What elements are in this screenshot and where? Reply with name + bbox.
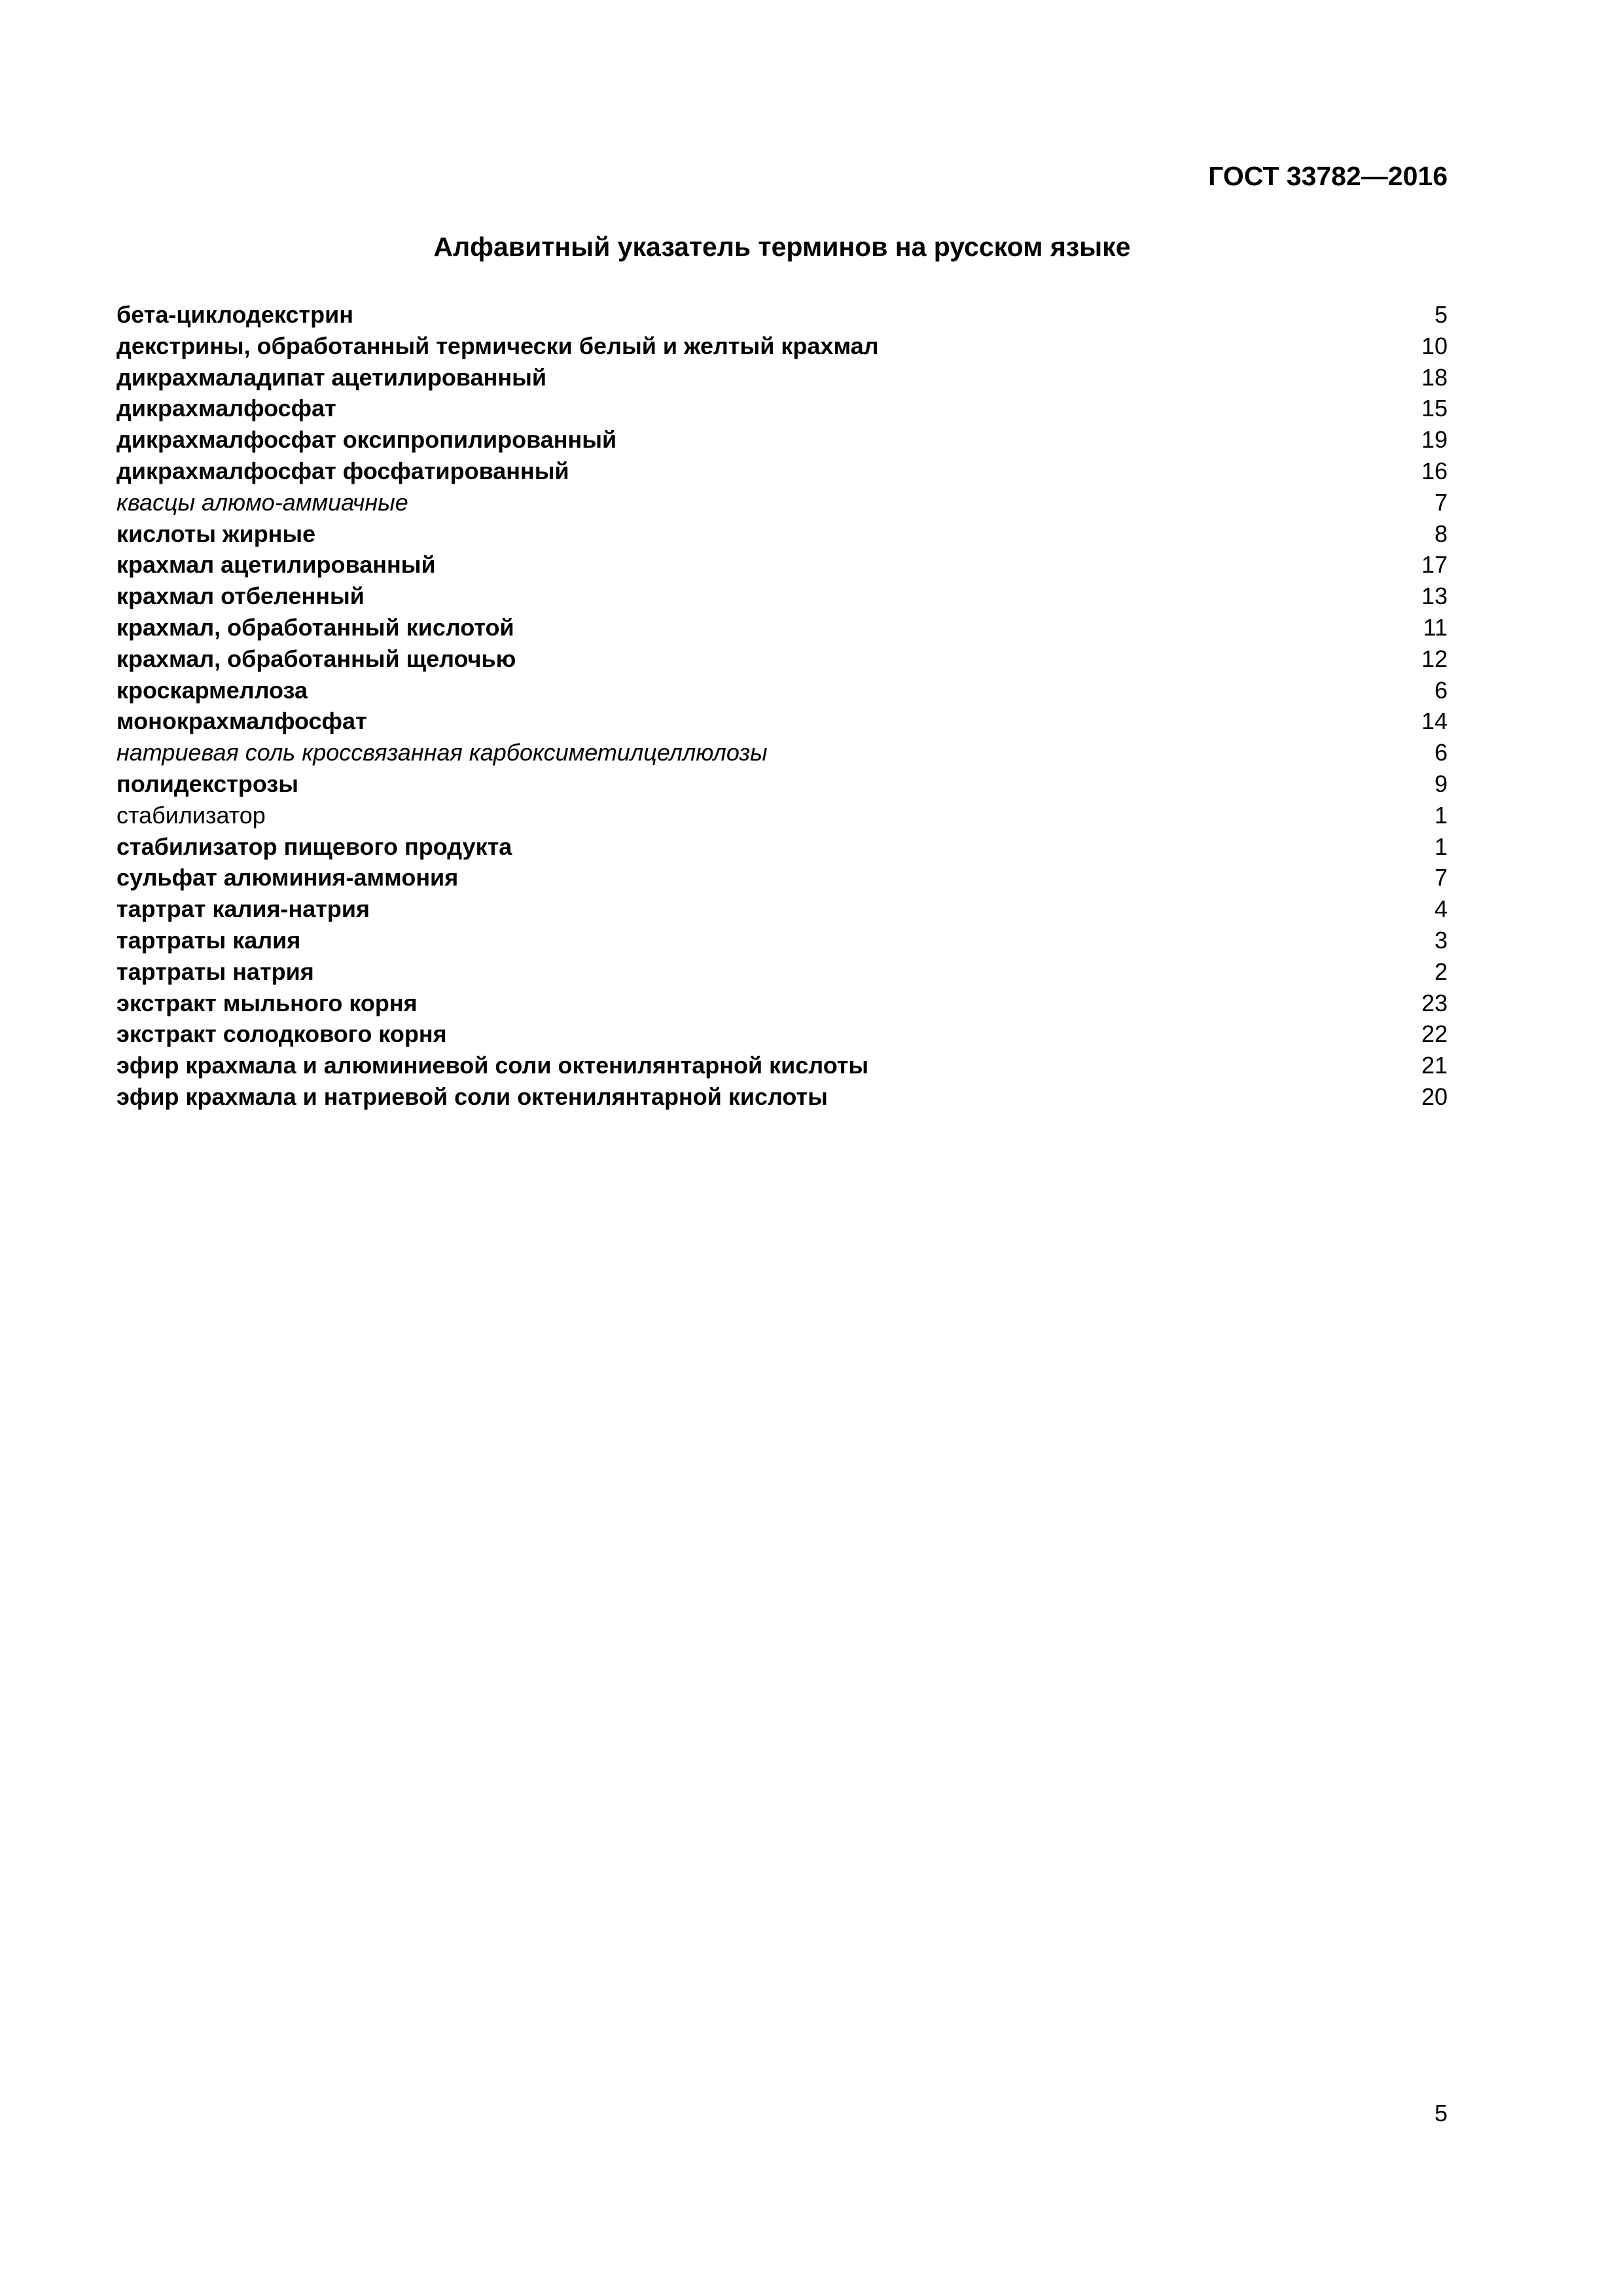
index-reference-number: 11: [1423, 613, 1448, 641]
index-term: крахмал ацетилированный: [116, 551, 436, 579]
index-term: тартраты калия: [116, 926, 301, 954]
index-title: Алфавитный указатель терминов на русском языке: [433, 232, 1131, 262]
index-term: дикрахмалфосфат: [116, 395, 336, 422]
index-reference-number: 7: [1434, 488, 1448, 516]
index-entry: [116, 424, 1448, 456]
index-term: эфир крахмала и натриевой соли октенилянтарной кислоты: [116, 1083, 828, 1110]
index-term: эфир крахмала и алюминиевой соли октенилянтарной кислоты: [116, 1052, 869, 1079]
index-reference-number: 14: [1421, 708, 1448, 735]
index-reference-number: 8: [1434, 520, 1448, 547]
index-term: стабилизатор пищевого продукта: [116, 833, 512, 860]
index-entry: [116, 768, 1448, 800]
index-reference-number: 6: [1434, 676, 1448, 704]
index-entry: [116, 956, 1448, 988]
index-entry: [116, 862, 1448, 893]
index-term: тартрат калия-натрия: [116, 895, 370, 923]
index-entry: [116, 925, 1448, 956]
index-reference-number: 13: [1421, 583, 1448, 610]
index-term: дикрахмаладипат ацетилированный: [116, 363, 546, 391]
index-entry: [116, 800, 1448, 831]
index-reference-number: 12: [1421, 645, 1448, 672]
index-reference-number: 18: [1421, 363, 1448, 391]
index-term: экстракт солодкового корня: [116, 1020, 447, 1048]
index-entry: [116, 1050, 1448, 1081]
index-term: кислоты жирные: [116, 520, 316, 547]
index-reference-number: 3: [1434, 926, 1448, 954]
index-term: тартраты натрия: [116, 958, 314, 985]
term-index-list: [116, 299, 1448, 1113]
index-entry: [116, 1081, 1448, 1113]
index-term: крахмал, обработанный кислотой: [116, 613, 514, 641]
index-entry: [116, 1018, 1448, 1050]
index-entry: [116, 831, 1448, 863]
index-entry: [116, 581, 1448, 612]
index-entry: [116, 393, 1448, 424]
index-reference-number: 20: [1421, 1083, 1448, 1110]
index-reference-number: 1: [1434, 833, 1448, 860]
index-reference-number: 19: [1421, 426, 1448, 454]
index-term: стабилизатор: [116, 801, 266, 829]
index-entry: [116, 331, 1448, 362]
index-entry: [116, 737, 1448, 768]
index-reference-number: 6: [1434, 739, 1448, 766]
index-entry: [116, 487, 1448, 518]
index-entry: [116, 893, 1448, 925]
index-entry: [116, 299, 1448, 331]
index-term: дикрахмалфосфат фосфатированный: [116, 457, 569, 484]
index-reference-number: 23: [1421, 989, 1448, 1016]
index-term: кроскармеллоза: [116, 676, 308, 704]
index-entry: [116, 612, 1448, 643]
index-term: сульфат алюминия-аммония: [116, 864, 459, 891]
index-entry: [116, 706, 1448, 737]
index-reference-number: 5: [1434, 301, 1448, 328]
index-term: полидекстрозы: [116, 770, 299, 797]
index-term: крахмал отбеленный: [116, 583, 365, 610]
index-reference-number: 7: [1434, 864, 1448, 891]
index-reference-number: 4: [1434, 895, 1448, 923]
index-term: бета-циклодекстрин: [116, 301, 353, 328]
index-reference-number: 15: [1421, 395, 1448, 422]
index-term: экстракт мыльного корня: [116, 989, 418, 1016]
index-reference-number: 16: [1421, 457, 1448, 484]
index-entry: [116, 988, 1448, 1019]
index-reference-number: 22: [1421, 1020, 1448, 1048]
index-term: квасцы алюмо-аммиачные: [116, 488, 408, 516]
index-term: дикрахмалфосфат оксипропилированный: [116, 426, 617, 454]
index-term: крахмал, обработанный щелочью: [116, 645, 516, 672]
index-entry: [116, 549, 1448, 581]
index-entry: [116, 362, 1448, 393]
index-term: декстрины, обработанный термически белый и желтый крахмал: [116, 332, 879, 359]
index-reference-number: 17: [1421, 551, 1448, 579]
index-reference-number: 2: [1434, 958, 1448, 985]
index-term: натриевая соль кроссвязанная карбоксиметилцеллюлозы: [116, 739, 768, 766]
index-reference-number: 1: [1434, 801, 1448, 829]
document-code: ГОСТ 33782—2016: [1208, 161, 1448, 191]
page-number: 5: [1434, 2100, 1448, 2126]
index-reference-number: 21: [1421, 1052, 1448, 1079]
index-entry: [116, 456, 1448, 487]
index-reference-number: 9: [1434, 770, 1448, 797]
index-reference-number: 10: [1421, 332, 1448, 359]
index-entry: [116, 643, 1448, 675]
index-entry: [116, 518, 1448, 550]
index-entry: [116, 675, 1448, 706]
index-term: монокрахмалфосфат: [116, 708, 367, 735]
